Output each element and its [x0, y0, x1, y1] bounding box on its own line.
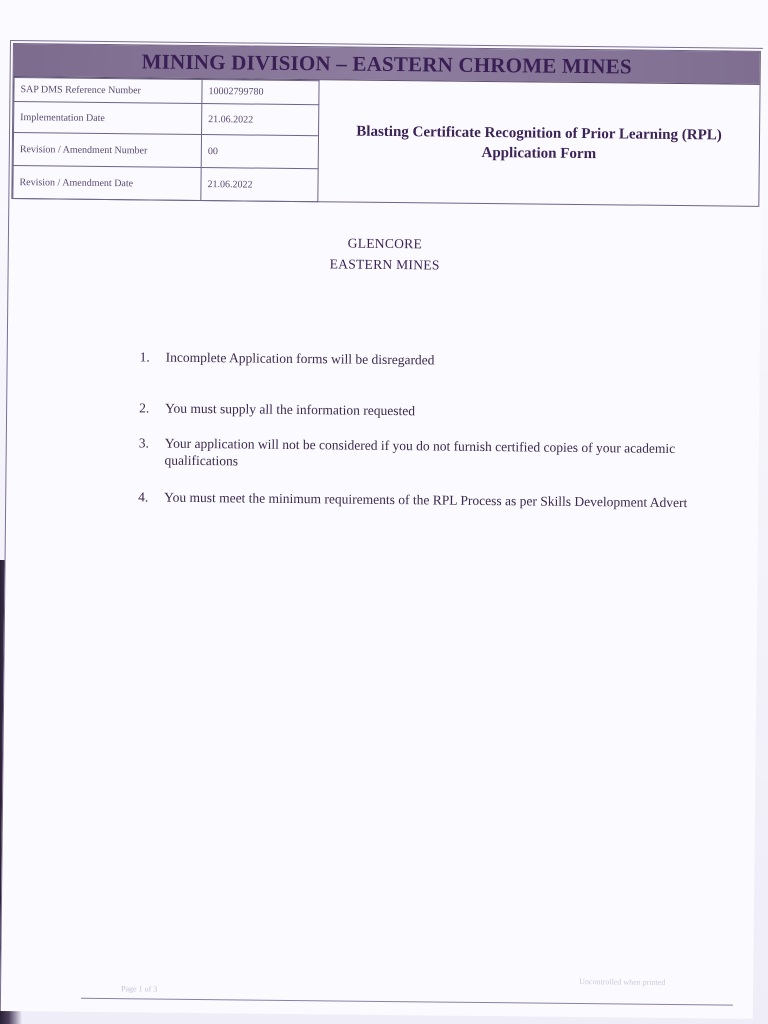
document-header: [11, 43, 761, 207]
company-block: [9, 229, 761, 279]
print-notice: Uncontrolled when printed: [579, 977, 666, 987]
company-division: EASTERN MINES: [329, 256, 440, 273]
instruction-text: You must supply all the information requested: [165, 400, 416, 419]
instruction-item: [140, 348, 700, 371]
instruction-list: [138, 348, 700, 511]
instruction-item: [138, 488, 698, 511]
reference-value: 10002799780: [202, 80, 319, 106]
instruction-item: [139, 399, 699, 422]
header-info-row: [12, 77, 759, 207]
reference-label: Revision / Amendment Number: [13, 133, 201, 168]
reference-label: Implementation Date: [14, 102, 202, 135]
reference-label: Revision / Amendment Date: [13, 166, 201, 201]
instruction-number: 3.: [138, 435, 149, 451]
reference-value: 00: [201, 135, 318, 169]
instruction-text: Your application will not be considered if you do not furnish certified copies of your academic qualifications: [164, 435, 676, 469]
reference-label: SAP DMS Reference Number: [14, 78, 202, 104]
instruction-number: 2.: [139, 400, 150, 416]
reference-value: 21.06.2022: [201, 168, 318, 202]
instruction-text: Incomplete Application forms will be disregarded: [165, 349, 435, 368]
instruction-text: You must meet the minimum requirements of the RPL Process as per Skills Development Advert: [164, 489, 688, 511]
instruction-number: 1.: [139, 349, 150, 365]
reference-table: [12, 77, 319, 202]
division-title: MINING DIVISION – EASTERN CHROME MINES: [141, 48, 632, 79]
company-name: GLENCORE: [347, 235, 423, 252]
page-bottom-rule: [81, 998, 733, 1006]
reference-row: [13, 166, 318, 202]
reference-row: [14, 102, 319, 136]
instruction-number: 4.: [138, 489, 149, 505]
reference-row: [14, 78, 319, 106]
form-title: Blasting Certificate Recognition of Prior Learning (RPL) Application Form: [356, 123, 722, 163]
page-number: Page 1 of 3: [121, 984, 158, 994]
reference-row: [13, 133, 318, 169]
instruction-item: [139, 434, 699, 474]
reference-value: 21.06.2022: [202, 104, 319, 136]
document-page: [0, 40, 763, 1019]
